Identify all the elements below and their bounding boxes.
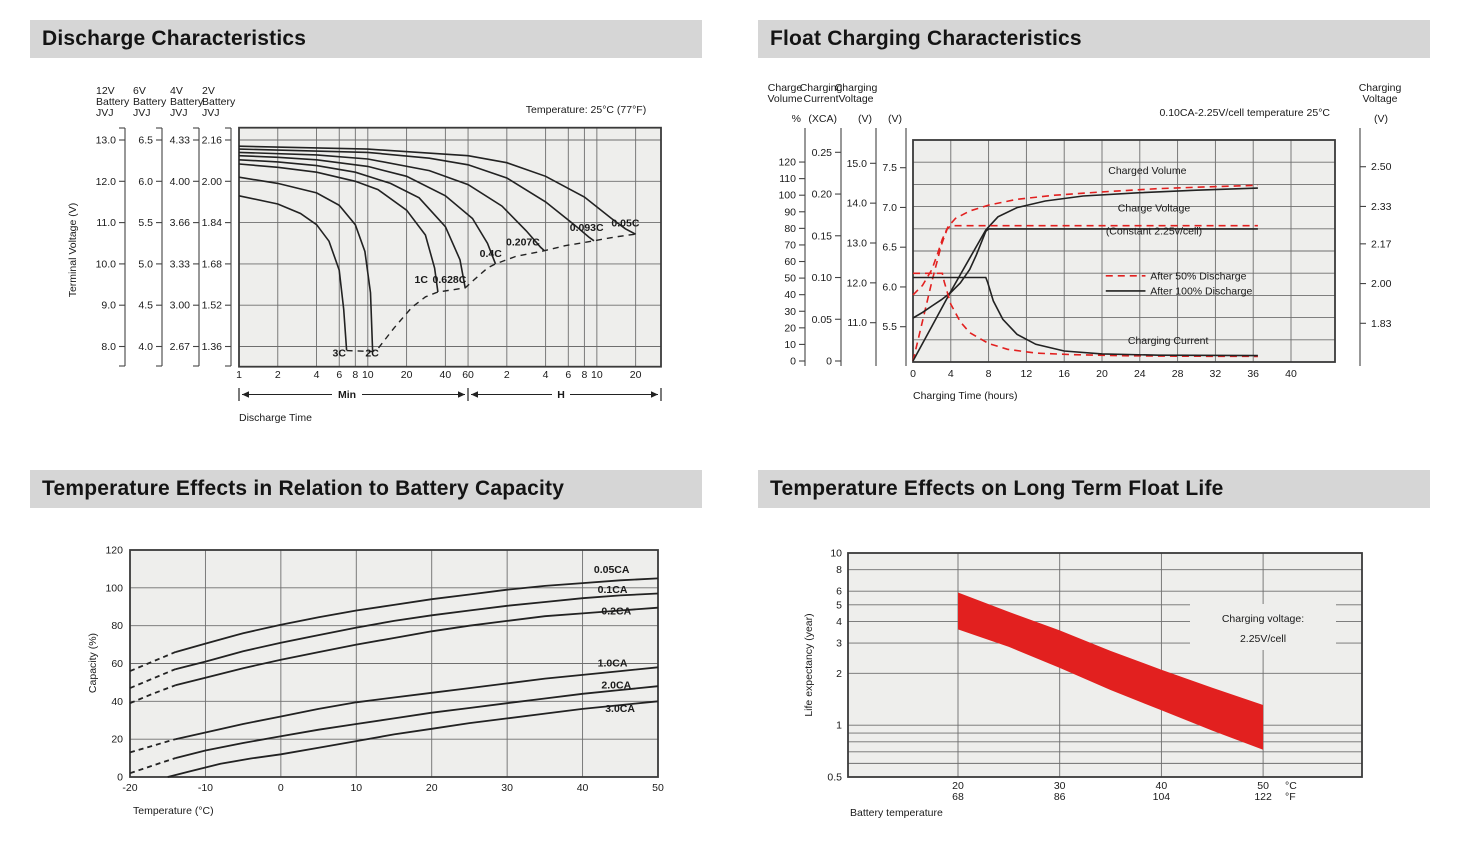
x-tick-label: 16: [1058, 368, 1071, 380]
scale-header: JVJ: [133, 107, 151, 119]
x-tick-label: 10: [350, 782, 363, 794]
rate-label-2C: 2C: [365, 347, 379, 360]
x-unit-celsius: °C: [1285, 780, 1297, 792]
voltage-tick-label: 4.0: [138, 341, 153, 353]
y-axis-title: Life expectancy (year): [803, 613, 815, 717]
x-tick-label: 4: [313, 369, 320, 381]
x-tick-label: 20: [425, 782, 438, 794]
voltage-tick-label: 8.0: [101, 341, 116, 353]
scale-header: JVJ: [202, 107, 220, 119]
float-life-chart: [803, 548, 1362, 820]
x-axis-title: Discharge Time: [239, 412, 312, 424]
scale-header: Battery: [133, 96, 167, 108]
x-tick-label-c: 50: [1257, 780, 1269, 792]
scale-tick-label: 0.25: [811, 146, 832, 159]
rate-label-0.2CA: 0.2CA: [601, 605, 632, 618]
condition-note: 0.10CA-2.25V/cell temperature 25°C: [1159, 107, 1330, 119]
voltage-tick-label: 1.84: [201, 217, 222, 230]
x-tick-label: 1: [236, 369, 242, 381]
scale-tick-label: 7.5: [882, 162, 897, 175]
scale-tick-label: 0.20: [811, 188, 832, 201]
voltage-tick-label: 4.5: [138, 299, 153, 312]
x-tick-label: 8: [985, 368, 992, 380]
x-tick-label: 20: [629, 369, 642, 381]
x-tick-label-c: 30: [1053, 780, 1066, 792]
scale-tick-label: 6.0: [882, 281, 897, 294]
x-tick-label: 8: [352, 369, 359, 381]
scale-tick-label: 50: [784, 272, 796, 285]
x-tick-label: 40: [1285, 368, 1297, 380]
section-title: Temperature Effects on Long Term Float Life: [770, 477, 1224, 500]
y-axis-title: Capacity (%): [87, 632, 99, 694]
scale-header: Charging: [834, 82, 878, 94]
scale-header: 2V: [202, 85, 215, 97]
plot-label: Charging Current: [1127, 335, 1209, 348]
x-tick-label: 28: [1171, 368, 1184, 380]
voltage-tick-label: 1.36: [201, 341, 222, 353]
arrowhead: [651, 391, 658, 397]
right-scale-bar: [1359, 82, 1402, 366]
scale-tick-label: 40: [784, 289, 796, 302]
voltage-tick-label: 9.0: [101, 299, 116, 312]
voltage-tick-label: 2.67: [169, 341, 190, 353]
x-tick-label: 2: [274, 369, 281, 381]
scale-header: Volume: [767, 93, 803, 105]
unit-label-min: Min: [337, 389, 357, 401]
voltage-tick-label: 11.0: [96, 217, 116, 230]
scale-header: JVJ: [170, 107, 188, 119]
y-tick-label: 10: [830, 547, 842, 560]
voltage-tick-label: 13.0: [95, 134, 116, 147]
x-tick-label-f: 122: [1254, 791, 1272, 803]
scale-header: 4V: [170, 85, 183, 97]
x-tick-label: 2: [503, 369, 510, 381]
scale-header: Battery: [170, 96, 204, 108]
scale-header: Voltage: [838, 93, 874, 105]
voltage-tick-label: 3.66: [169, 217, 190, 230]
rate-label-0.05CA: 0.05CA: [593, 563, 630, 576]
rate-label-0.4C: 0.4C: [479, 248, 502, 261]
scale-tick-label: 100: [778, 189, 796, 202]
arrowhead: [471, 391, 478, 397]
x-tick-label: 36: [1247, 368, 1260, 380]
left-scale-bars: [767, 82, 906, 368]
unit-label-h: H: [557, 389, 565, 401]
section-title: Float Charging Characteristics: [770, 27, 1082, 50]
scale-tick-label: 70: [784, 239, 796, 252]
x-tick-label: 32: [1209, 368, 1222, 380]
scale-unit: (V): [888, 113, 902, 125]
voltage-tick-label: 6.0: [138, 175, 153, 188]
rate-label-0.1CA: 0.1CA: [597, 583, 628, 596]
scale-tick-label: 14.0: [846, 197, 867, 210]
scale-tick-label: 120: [778, 156, 796, 169]
scale-tick-label: 110: [779, 173, 796, 186]
plot-label: Charge Voltage: [1117, 202, 1191, 215]
scale-tick-label: 0: [790, 355, 796, 368]
scale-tick-label: 7.0: [882, 201, 897, 214]
y-tick-label: 5: [836, 599, 842, 612]
scale-header: Battery: [202, 96, 236, 108]
x-tick-label: 40: [439, 369, 452, 381]
y-tick-label: 3: [836, 637, 842, 650]
x-unit-fahrenheit: °F: [1285, 791, 1296, 803]
scale-header: Charging: [1358, 82, 1402, 94]
float-charging-chart: [767, 82, 1401, 402]
x-tick-label: 20: [400, 369, 413, 381]
scale-tick-label: 15.0: [846, 157, 867, 170]
scale-header: 6V: [133, 85, 146, 97]
voltage-tick-label: 1.52: [201, 299, 222, 312]
scale-header: JVJ: [96, 107, 114, 119]
x-tick-label: -20: [122, 782, 138, 794]
y-tick-label: 6: [836, 585, 842, 598]
rate-label-1C: 1C: [414, 274, 428, 287]
rate-label-3.0CA: 3.0CA: [605, 702, 635, 715]
section-title: Discharge Characteristics: [42, 27, 307, 50]
rate-label-3C: 3C: [332, 347, 346, 360]
x-tick-label: 4: [542, 369, 549, 381]
x-axis-title: Charging Time (hours): [913, 390, 1018, 402]
y-tick-label: 0: [117, 771, 123, 784]
scale-tick-label: 90: [784, 206, 796, 219]
x-tick-label-c: 40: [1155, 780, 1168, 792]
x-tick-label-f: 104: [1152, 791, 1171, 803]
discharge-chart: [67, 85, 661, 424]
scale-tick-label: 1.83: [1371, 317, 1392, 330]
scale-tick-label: 10: [784, 338, 796, 351]
scale-header: Voltage: [1362, 93, 1398, 105]
arrowhead: [458, 391, 465, 397]
x-tick-label: 10: [361, 369, 374, 381]
scale-tick-label: 30: [784, 305, 796, 318]
rate-label-2.0CA: 2.0CA: [601, 679, 632, 692]
y-tick-label: 80: [111, 620, 123, 633]
y-tick-label: 60: [111, 658, 123, 670]
scale-tick-label: 2.17: [1371, 238, 1392, 251]
scale-unit: (XCA): [808, 113, 837, 125]
voltage-tick-label: 2.00: [201, 175, 222, 188]
scale-tick-label: 20: [784, 322, 796, 335]
scale-tick-label: 60: [784, 256, 796, 269]
x-tick-label: -10: [197, 782, 214, 794]
x-tick-label: 40: [576, 782, 589, 794]
x-tick-label: 24: [1133, 368, 1146, 380]
scale-unit: (V): [1374, 113, 1388, 125]
scale-tick-label: 11.0: [847, 317, 867, 330]
x-tick-label: 60: [462, 369, 474, 381]
y-tick-label: 0.5: [827, 771, 842, 784]
scale-header: Battery: [96, 96, 130, 108]
scale-tick-label: 80: [784, 222, 796, 235]
arrowhead: [242, 391, 249, 397]
time-unit-arrows: [239, 388, 661, 401]
section-title: Temperature Effects in Relation to Battery Capacity: [42, 477, 565, 500]
x-tick-label: 6: [336, 369, 343, 381]
voltage-tick-label: 4.00: [169, 175, 190, 188]
x-tick-label: 0: [277, 782, 284, 794]
scale-header: Charge: [767, 82, 803, 94]
scale-tick-label: 0: [826, 355, 832, 368]
scale-tick-label: 6.5: [882, 241, 897, 254]
legend-label: After 100% Discharge: [1150, 285, 1253, 298]
x-tick-label: 30: [501, 782, 513, 794]
scale-tick-label: 0.05: [811, 313, 832, 326]
voltage-tick-label: 6.5: [138, 134, 153, 147]
voltage-tick-label: 4.33: [169, 134, 190, 147]
voltage-tick-label: 5.0: [138, 258, 153, 271]
scale-tick-label: 12.0: [846, 277, 867, 290]
scale-unit: (V): [858, 113, 872, 125]
x-axis-title: Battery temperature: [850, 807, 943, 819]
scale-tick-label: 2.00: [1371, 278, 1392, 291]
x-tick-label-f: 68: [952, 791, 964, 803]
scale-unit: %: [791, 113, 801, 125]
scale-tick-label: 0.15: [811, 230, 832, 243]
x-tick-label: 4: [947, 368, 954, 380]
rate-label-0.628C: 0.628C: [432, 274, 467, 287]
rate-label-0.093C: 0.093C: [569, 222, 604, 235]
plot-label: (Constant 2.25v/cell): [1105, 225, 1203, 238]
x-tick-label: 0: [910, 368, 916, 380]
scale-header: 12V: [96, 85, 115, 97]
y-tick-label: 100: [105, 582, 123, 595]
y-axis-title: Terminal Voltage (V): [67, 202, 79, 298]
y-tick-label: 8: [836, 564, 842, 577]
x-tick-label-f: 86: [1053, 791, 1066, 803]
plot-label: Charged Volume: [1108, 165, 1187, 178]
capacity-temperature-chart: [87, 545, 664, 818]
y-tick-label: 2: [836, 667, 842, 680]
scale-tick-label: 2.50: [1371, 161, 1392, 174]
rate-label-0.05C: 0.05C: [611, 217, 640, 230]
charging-voltage-annotation: Charging voltage:: [1221, 613, 1305, 625]
x-tick-label: 8: [581, 369, 588, 381]
scale-tick-label: 0.10: [811, 272, 832, 285]
scale-header: Current: [803, 93, 839, 105]
voltage-tick-label: 12.0: [95, 175, 116, 188]
scale-header: Charging: [799, 82, 843, 94]
y-tick-label: 1: [836, 719, 842, 732]
legend-label: After 50% Discharge: [1150, 270, 1247, 283]
rate-label-0.207C: 0.207C: [505, 236, 540, 249]
scale-tick-label: 13.0: [846, 237, 867, 250]
temperature-note: Temperature: 25°C (77°F): [525, 104, 647, 116]
x-tick-label: 50: [652, 782, 664, 794]
y-tick-label: 120: [105, 544, 123, 557]
voltage-tick-label: 3.00: [169, 299, 190, 312]
y-tick-label: 40: [111, 695, 123, 708]
voltage-tick-label: 10.0: [95, 258, 116, 271]
voltage-tick-label: 3.33: [169, 258, 190, 271]
voltage-tick-label: 2.16: [201, 134, 222, 147]
voltage-tick-label: 5.5: [138, 217, 153, 230]
charging-voltage-annotation: 2.25V/cell: [1239, 633, 1287, 645]
voltage-scale-bars: [96, 85, 236, 366]
x-tick-label: 12: [1020, 368, 1033, 380]
scale-tick-label: 5.5: [882, 321, 897, 334]
x-tick-label: 10: [591, 369, 603, 381]
x-tick-label: 20: [1096, 368, 1108, 380]
rate-label-1.0CA: 1.0CA: [597, 657, 628, 670]
x-tick-label-c: 20: [952, 780, 964, 792]
x-axis-title: Temperature (°C): [133, 805, 214, 817]
scale-tick-label: 2.33: [1371, 200, 1392, 213]
y-tick-label: 4: [836, 616, 842, 629]
voltage-tick-label: 1.68: [201, 258, 222, 271]
x-tick-label: 6: [565, 369, 572, 381]
y-tick-label: 20: [111, 733, 123, 746]
